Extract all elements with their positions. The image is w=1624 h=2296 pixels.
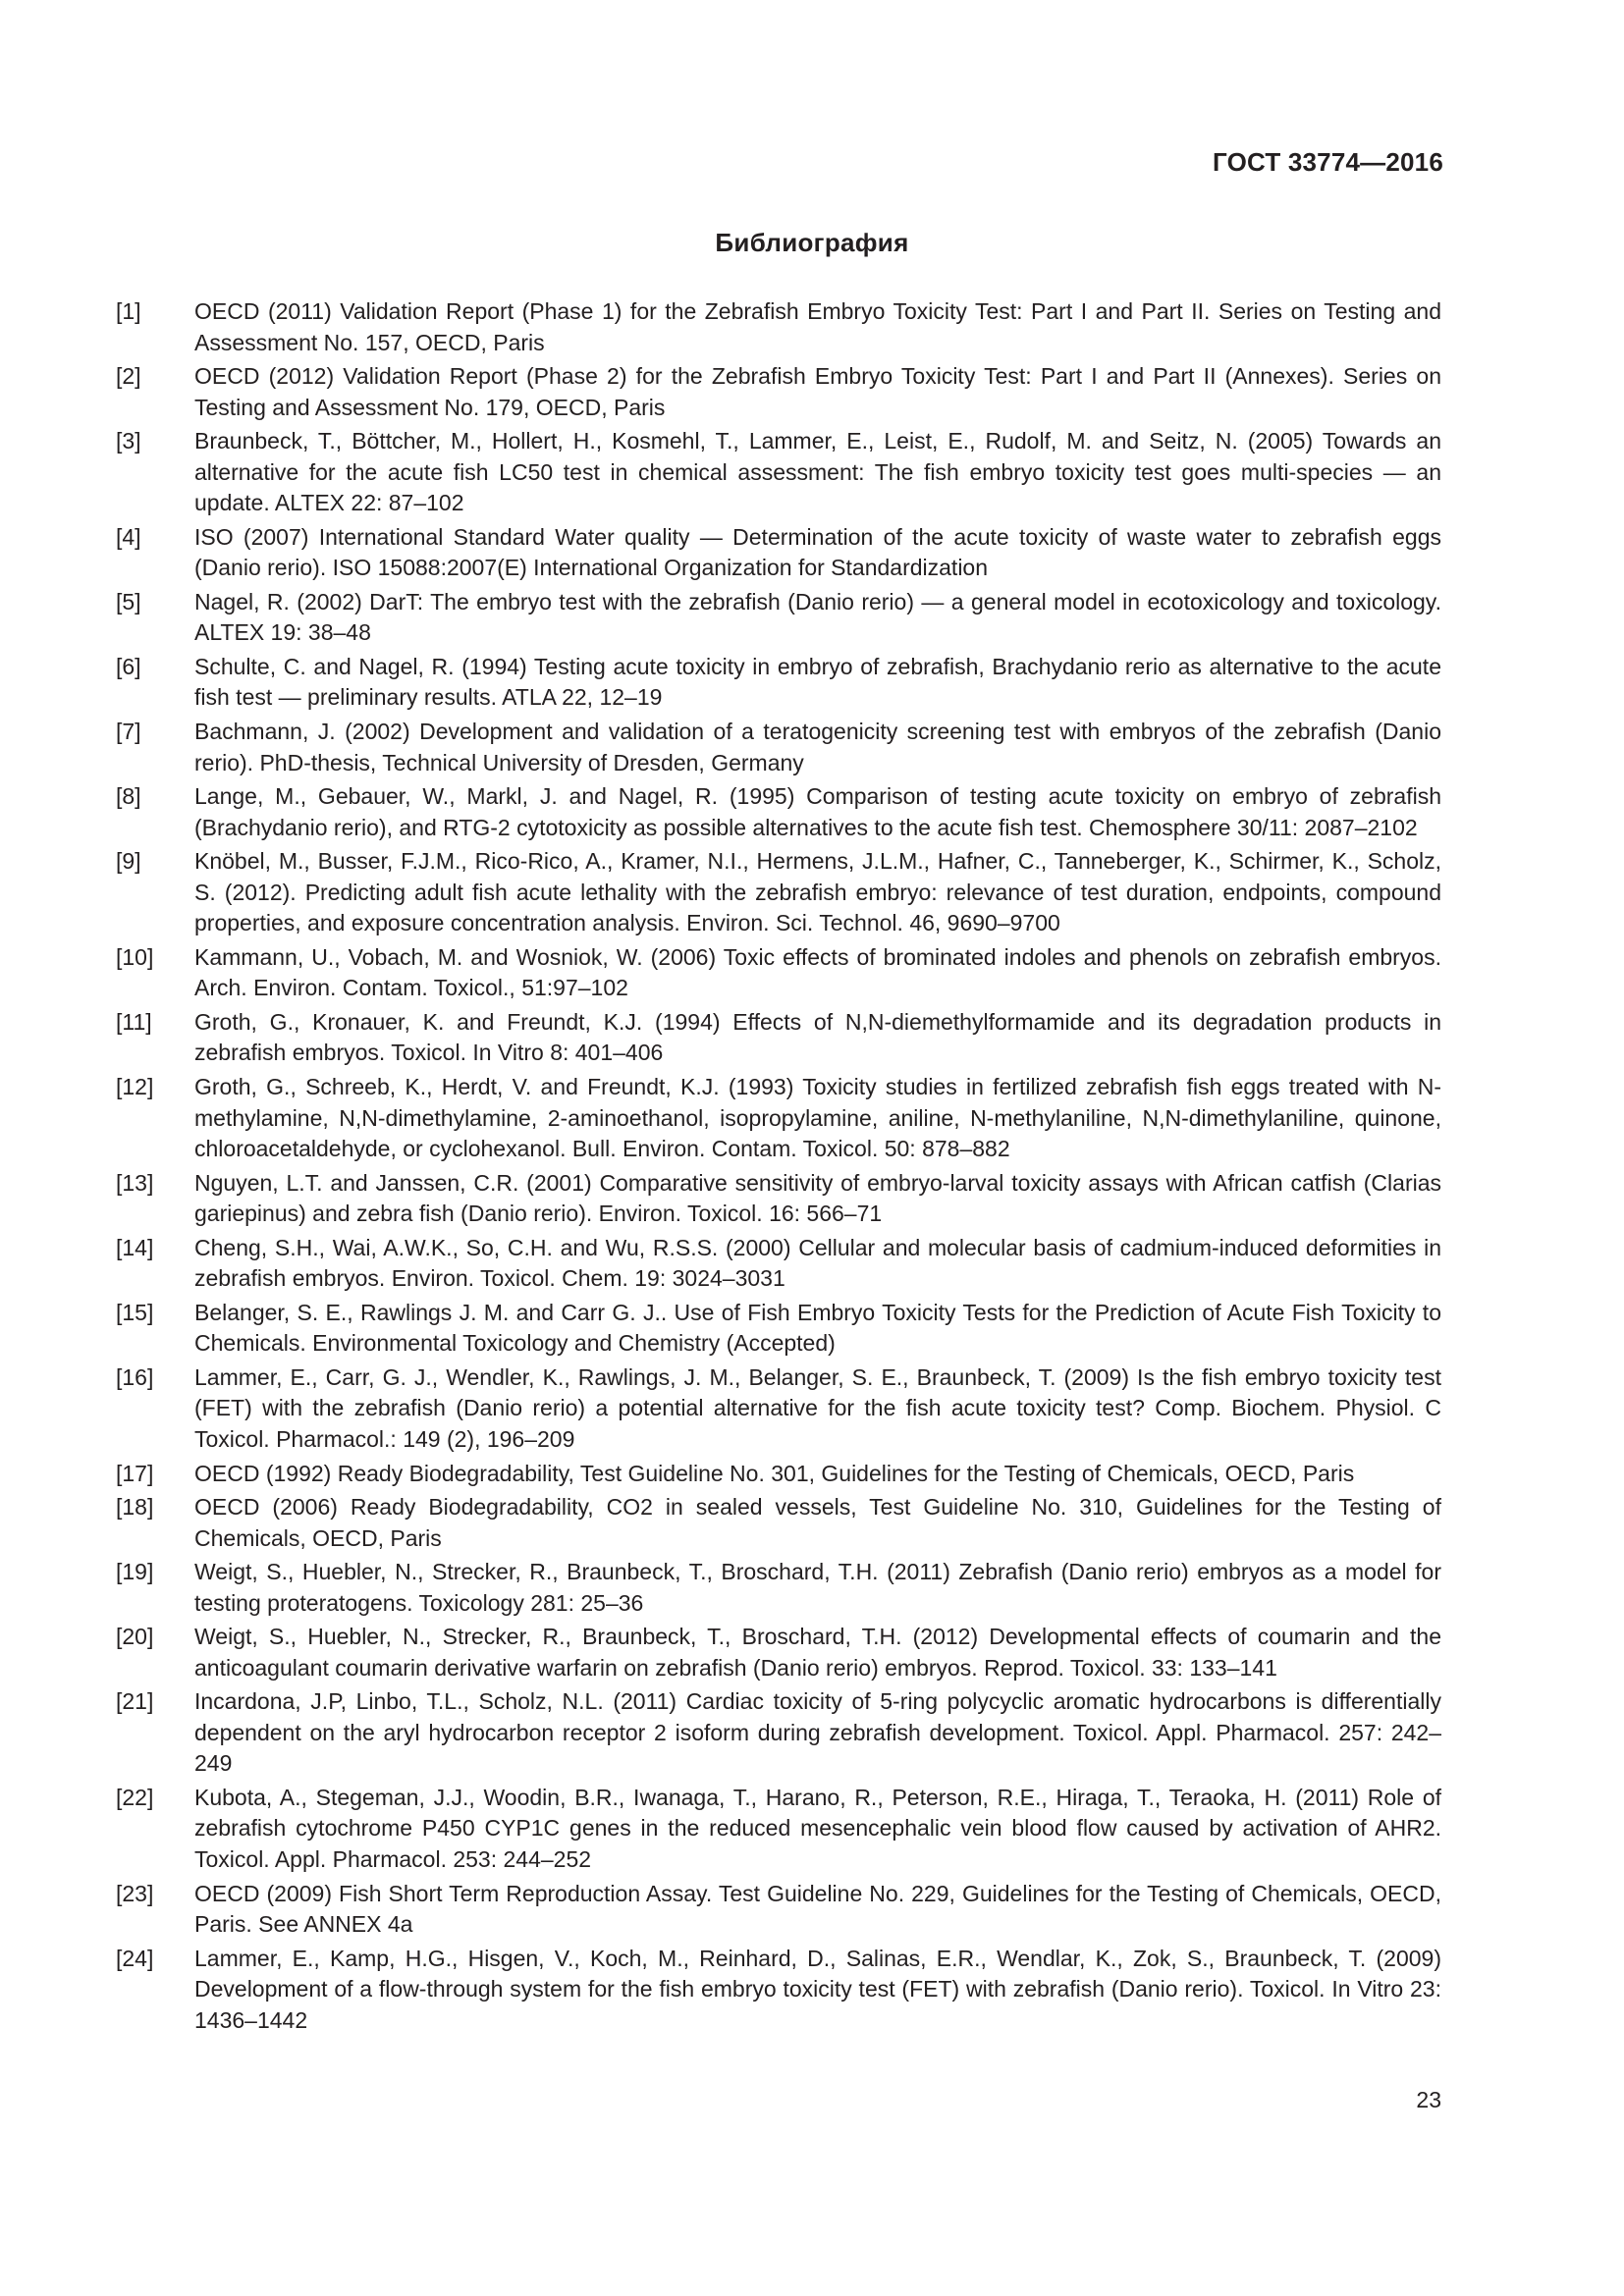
entry-text: Groth, G., Schreeb, K., Herdt, V. and Freundt, K.J. (1993) Toxicity studies in fertilized zebrafish fish eggs treated with N-methylamine, N,N-dimethylamine, 2-aminoethanol, isopropylamine, aniline, N-methylaniline, N,N-dimethylaniline, quinone, chloroacetaldehyde, or cyclohexanol. Bull. Environ. Contam. Toxicol. 50: 878–882	[194, 1074, 1441, 1162]
entry-text: Groth, G., Kronauer, K. and Freundt, K.J. (1994) Effects of N,N-diemethylformamide and its degradation products in zebrafish embryos. Toxicol. In Vitro 8: 401–406	[194, 1008, 1441, 1066]
bibliography-entry	[116, 1557, 1441, 1619]
entry-text: OECD (2006) Ready Biodegradability, CO2 in sealed vessels, Test Guideline No. 310, Guidelines for the Testing of Chemicals, OECD, Paris	[194, 1494, 1441, 1551]
bibliography-entry	[116, 942, 1441, 1004]
entry-text: Cheng, S.H., Wai, A.W.K., So, C.H. and Wu, R.S.S. (2000) Cellular and molecular basis of cadmium-induced deformities in zebrafish embryos. Environ. Toxicol. Chem. 19: 3024–3031	[194, 1234, 1441, 1292]
entry-text: Incardona, J.P, Linbo, T.L., Scholz, N.L. (2011) Cardiac toxicity of 5-ring polycyclic aromatic hydrocarbons is differentially dependent on the aryl hydrocarbon receptor 2 isoform during zebrafish development. Toxicol. Appl. Pharmacol. 257: 242–249	[194, 1688, 1441, 1777]
bibliography-entry	[116, 587, 1441, 649]
entry-text: Weigt, S., Huebler, N., Strecker, R., Braunbeck, T., Broschard, T.H. (2011) Zebrafish (Danio rerio) embryos as a model for testing proteratogens. Toxicology 281: 25–36	[194, 1559, 1441, 1616]
entry-text: OECD (2009) Fish Short Term Reproduction Assay. Test Guideline No. 229, Guidelines for the Testing of Chemicals, OECD, Paris. See ANNEX 4a	[194, 1880, 1441, 1938]
entry-number: [16]	[116, 1363, 154, 1390]
entry-text: Belanger, S. E., Rawlings J. M. and Carr G. J.. Use of Fish Embryo Toxicity Tests for the Prediction of Acute Fish Toxicity to Chemicals. Environmental Toxicology and Chemistry (Accepted)	[194, 1299, 1441, 1357]
entry-number: [20]	[116, 1624, 154, 1650]
entry-text: OECD (2011) Validation Report (Phase 1) for the Zebrafish Embryo Toxicity Test: Part I and Part II. Series on Testing and Assessment No. 157, OECD, Paris	[194, 298, 1441, 355]
page-number: 23	[1416, 2087, 1441, 2112]
bibliography-entry	[116, 1007, 1441, 1069]
entry-number: [15]	[116, 1299, 154, 1325]
entry-number: [5]	[116, 588, 141, 614]
entry-number: [19]	[116, 1559, 154, 1585]
entry-text: OECD (1992) Ready Biodegradability, Test Guideline No. 301, Guidelines for the Testing of Chemicals, OECD, Paris	[194, 1460, 1355, 1486]
entry-number: [10]	[116, 943, 154, 970]
entry-number: [14]	[116, 1234, 154, 1260]
entry-text: Kubota, A., Stegeman, J.J., Woodin, B.R., Iwanaga, T., Harano, R., Peterson, R.E., Hiraga, T., Teraoka, H. (2011) Role of zebrafish cytochrome P450 CYP1C genes in the reduced mesencephalic vein blood flow caused by activation of AHR2. Toxicol. Appl. Pharmacol. 253: 244–252	[194, 1784, 1441, 1872]
bibliography-entry	[116, 361, 1441, 423]
bibliography-entry	[116, 1686, 1441, 1780]
entry-text: Weigt, S., Huebler, N., Strecker, R., Braunbeck, T., Broschard, T.H. (2012) Developmental effects of coumarin and the anticoagulant coumarin derivative warfarin on zebrafish (Danio rerio) embryos. Reprod. Toxicol. 33: 133–141	[194, 1624, 1441, 1681]
entry-number: [3]	[116, 428, 141, 454]
entry-text: Lange, M., Gebauer, W., Markl, J. and Nagel, R. (1995) Comparison of testing acute toxicity on embryo of zebrafish (Brachydanio rerio), and RTG-2 cytotoxicity as possible alternatives to the acute fish test. Chemosphere 30/11: 2087–2102	[194, 783, 1441, 840]
bibliography-entry	[116, 1459, 1441, 1490]
entry-text: Braunbeck, T., Böttcher, M., Hollert, H., Kosmehl, T., Lammer, E., Leist, E., Rudolf, M. and Seitz, N. (2005) Towards an alternative for the acute fish LC50 test in chemical assessment: The fish embryo toxicity test goes multi-species — an update. ALTEX 22: 87–102	[194, 428, 1441, 516]
entry-text: Bachmann, J. (2002) Development and validation of a teratogenicity screening test with embryos of the zebrafish (Danio rerio). PhD-thesis, Technical University of Dresden, Germany	[194, 719, 1441, 775]
entry-number: [6]	[116, 653, 141, 679]
entry-number: [11]	[116, 1008, 152, 1035]
bibliography-entry	[116, 781, 1441, 843]
bibliography-entry	[116, 1362, 1441, 1456]
entry-text: Knöbel, M., Busser, F.J.M., Rico-Rico, A., Kramer, N.I., Hermens, J.L.M., Hafner, C., Tanneberger, K., Schirmer, K., Scholz, S. (2012). Predicting adult fish acute lethality with the zebrafish embryo: relevance of test duration, endpoints, compound properties, and exposure concentration analysis. Environ. Sci. Technol. 46, 9690–9700	[194, 848, 1441, 936]
entry-number: [21]	[116, 1688, 154, 1715]
entry-text: Nagel, R. (2002) DarT: The embryo test with the zebrafish (Danio rerio) — a general model in ecotoxicology and toxicology. ALTEX 19: 38–48	[194, 588, 1441, 646]
entry-text: ISO (2007) International Standard Water quality — Determination of the acute toxicity of waste water to zebrafish eggs (Danio rerio). ISO 15088:2007(E) International Organization for Standardization	[194, 523, 1441, 581]
bibliography-entry	[116, 1944, 1441, 2037]
entry-number: [9]	[116, 848, 141, 875]
entry-number: [13]	[116, 1169, 154, 1196]
entry-number: [1]	[116, 298, 141, 324]
page-title: Библиография	[715, 228, 909, 257]
entry-number: [7]	[116, 719, 141, 745]
document-code: ГОСТ 33774—2016	[1213, 147, 1443, 177]
bibliography-list	[116, 296, 1441, 2039]
bibliography-entry	[116, 1492, 1441, 1554]
bibliography-entry	[116, 1783, 1441, 1876]
bibliography-entry	[116, 1622, 1441, 1683]
entry-text: Lammer, E., Kamp, H.G., Hisgen, V., Koch, M., Reinhard, D., Salinas, E.R., Wendlar, K., Zok, S., Braunbeck, T. (2009) Development of a flow-through system for the fish embryo toxicity test (FET) with zebrafish (Danio rerio). Toxicol. In Vitro 23: 1436–1442	[194, 1945, 1441, 2033]
bibliography-entry	[116, 296, 1441, 358]
entry-text: Schulte, C. and Nagel, R. (1994) Testing acute toxicity in embryo of zebrafish, Brachydanio rerio as alternative to the acute fish test — preliminary results. ATLA 22, 12–19	[194, 653, 1441, 711]
entry-number: [17]	[116, 1460, 154, 1486]
entry-text: Lammer, E., Carr, G. J., Wendler, K., Rawlings, J. M., Belanger, S. E., Braunbeck, T. (2009) Is the fish embryo toxicity test (FET) with the zebrafish (Danio rerio) a potential alternative for the fish acute toxicity test? Comp. Biochem. Physiol. C Toxicol. Pharmacol.: 149 (2), 196–209	[194, 1363, 1441, 1452]
bibliography-entry	[116, 1879, 1441, 1941]
entry-number: [23]	[116, 1880, 154, 1906]
entry-number: [24]	[116, 1945, 154, 1971]
bibliography-entry	[116, 1298, 1441, 1360]
bibliography-entry	[116, 1233, 1441, 1295]
bibliography-entry	[116, 846, 1441, 939]
bibliography-entry	[116, 1072, 1441, 1165]
bibliography-entry	[116, 652, 1441, 714]
entry-number: [4]	[116, 523, 141, 550]
entry-number: [22]	[116, 1784, 154, 1810]
entry-text: Nguyen, L.T. and Janssen, C.R. (2001) Comparative sensitivity of embryo-larval toxicity assays with African catfish (Clarias gariepinus) and zebra fish (Danio rerio). Environ. Toxicol. 16: 566–71	[194, 1169, 1441, 1227]
entry-number: [2]	[116, 363, 141, 390]
entry-number: [12]	[116, 1074, 154, 1100]
bibliography-entry	[116, 522, 1441, 584]
entry-number: [18]	[116, 1494, 154, 1521]
entry-text: Kammann, U., Vobach, M. and Wosniok, W. (2006) Toxic effects of brominated indoles and phenols on zebrafish embryos. Arch. Environ. Contam. Toxicol., 51:97–102	[194, 943, 1441, 1001]
bibliography-entry	[116, 426, 1441, 519]
entry-number: [8]	[116, 783, 141, 810]
entry-text: OECD (2012) Validation Report (Phase 2) for the Zebrafish Embryo Toxicity Test: Part I and Part II (Annexes). Series on Testing and Assessment No. 179, OECD, Paris	[194, 363, 1441, 420]
bibliography-entry	[116, 717, 1441, 778]
bibliography-entry	[116, 1168, 1441, 1230]
